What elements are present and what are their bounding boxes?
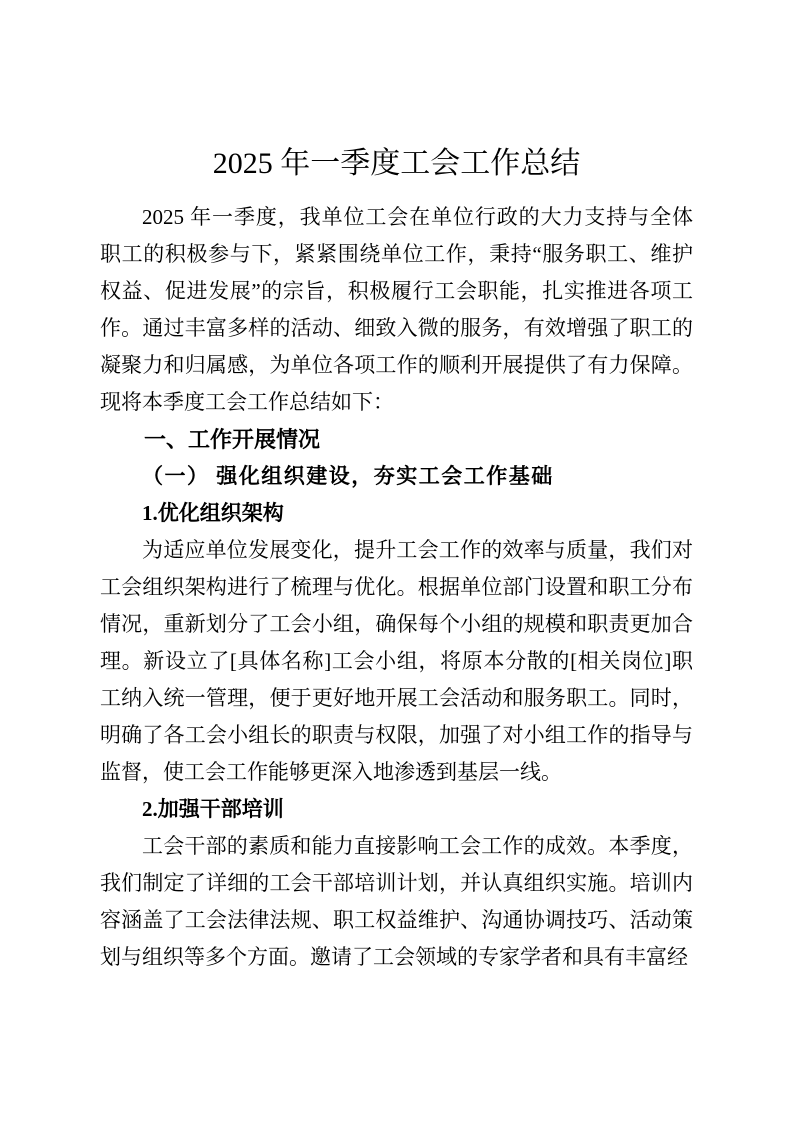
item-2-heading: 2.加强干部培训 bbox=[142, 797, 284, 821]
document-title: 2025 年一季度工会工作总结 bbox=[212, 147, 581, 180]
document-content bbox=[100, 142, 693, 976]
item-1-heading: 1.优化组织架构 bbox=[142, 501, 284, 525]
item-2-body: 工会干部的素质和能力直接影响工会工作的成效。本季度，我们制定了详细的工会干部培训计划，并认真组织实施。培训内容涵盖了工会法律法规、职工权益维护、沟通协调技巧、活动策划与组织等多个方面。邀请了工会领域的专家学者和具有丰富经 bbox=[100, 834, 693, 969]
intro-paragraph: 2025 年一季度，我单位工会在单位行政的大力支持与全体职工的积极参与下，紧紧围绕单位工作，秉持“服务职工、维护权益、促进发展”的宗旨，积极履行工会职能，扎实推进各项工作。通过丰富多样的活动、细致入微的服务，有效增强了职工的凝聚力和归属感，为单位各项工作的顺利开展提供了有力保障。现将本季度工会工作总结如下： bbox=[100, 205, 693, 414]
subsection-1-1-heading: （一） 强化组织建设，夯实工会工作基础 bbox=[142, 464, 554, 488]
section-1-heading: 一、工作开展情况 bbox=[144, 427, 321, 452]
item-1-body: 为适应单位发展变化，提升工会工作的效率与质量，我们对工会组织架构进行了梳理与优化。根据单位部门设置和职工分布情况，重新划分了工会小组，确保每个小组的规模和职责更加合理。新设立了[具体名称]工会小组，将原本分散的[相关岗位]职工纳入统一管理，便于更好地开展工会活动和服务职工。同时，明确了各工会小组长的职责与权限，加强了对小组工作的指导与监督，使工会工作能够更深入地渗透到基层一线。 bbox=[100, 538, 693, 784]
